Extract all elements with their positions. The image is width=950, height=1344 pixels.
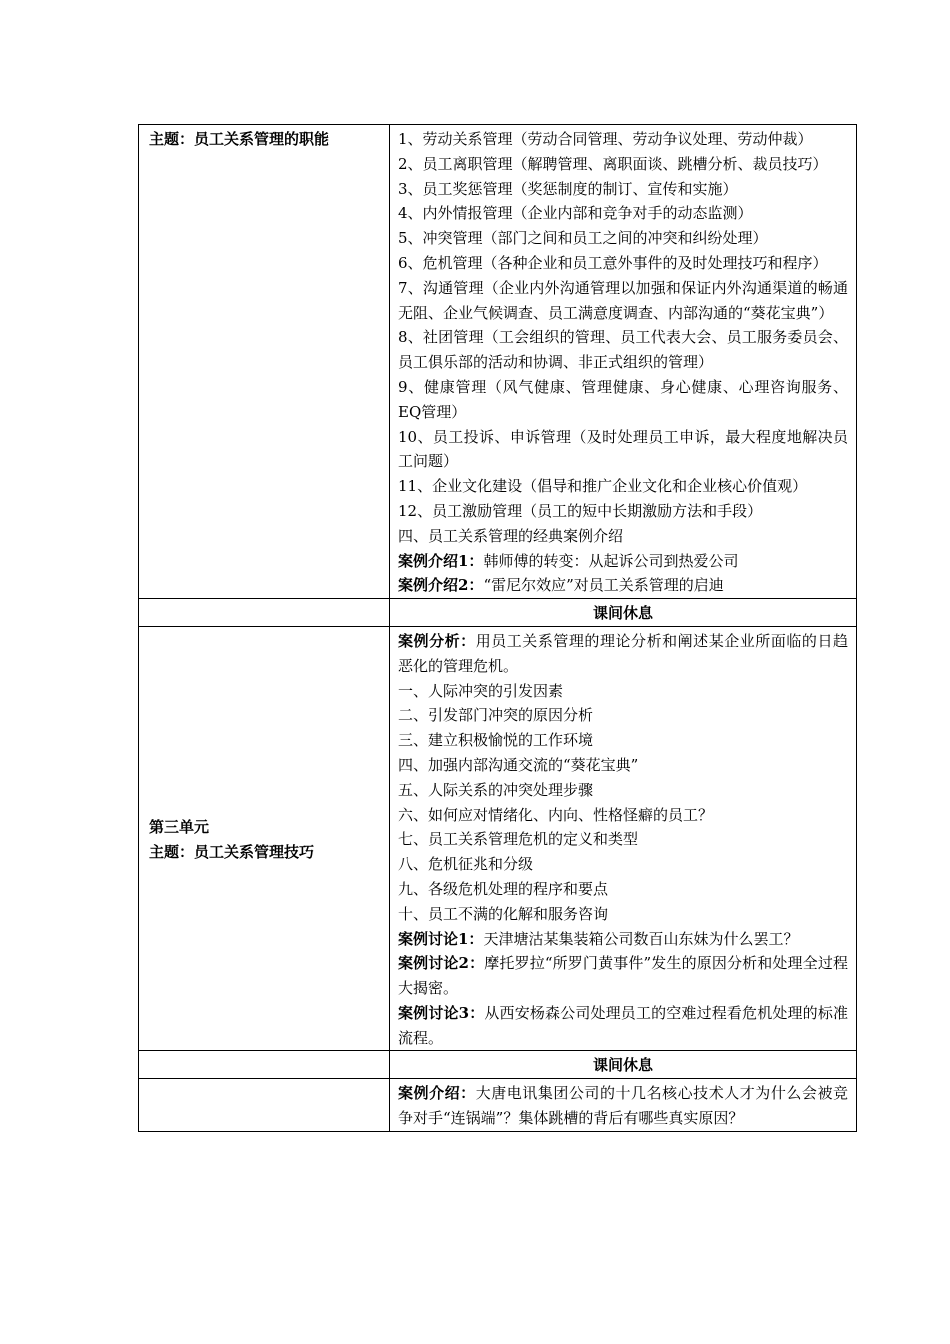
list-item: 七、员工关系管理危机的定义和类型 — [398, 830, 639, 849]
list-item: 十、员工不满的化解和服务咨询 — [398, 904, 609, 923]
case-text: 摩托罗拉“所罗门黄事件”发生的原因分析和处理全过程大揭密。 — [398, 954, 848, 998]
case-label: 案例介绍： — [398, 1084, 476, 1103]
case-label: 案例讨论2： — [398, 954, 485, 973]
section-title: 主题：员工关系管理的职能 — [149, 130, 330, 148]
list-item: 2、员工离职管理（解聘管理、离职面谈、跳槽分析、裁员技巧） — [398, 154, 828, 173]
course-outline-table — [138, 124, 857, 1132]
section-title: 主题：员工关系管理技巧 — [149, 842, 315, 861]
empty-cell — [139, 599, 390, 627]
empty-cell — [139, 1051, 390, 1079]
case-text: 从西安杨森公司处理员工的空难过程看危机处理的标准流程。 — [398, 1003, 848, 1047]
break-cell — [390, 1051, 857, 1079]
list-item: 4、内外情报管理（企业内部和竞争对手的动态监测） — [398, 204, 753, 223]
table-row — [139, 626, 857, 1051]
case-label: 案例讨论3： — [398, 1003, 485, 1022]
list-item: 一、人际冲突的引发因素 — [398, 681, 564, 700]
case-item — [398, 573, 848, 598]
case-item — [398, 629, 848, 679]
list-item: 12、员工激励管理（员工的短中长期激励方法和手段） — [398, 501, 763, 520]
list-item: 9、健康管理（风气健康、管理健康、身心健康、心理咨询服务、EQ管理） — [398, 377, 848, 421]
empty-cell — [139, 1079, 390, 1132]
break-label: 课间休息 — [592, 604, 653, 623]
case-text: 用员工关系管理的理论分析和阐述某企业所面临的日趋恶化的管理危机。 — [398, 631, 848, 675]
list-item: 三、建立积极愉悦的工作环境 — [398, 731, 594, 750]
list-item: 二、引发部门冲突的原因分析 — [398, 706, 594, 725]
case-item — [398, 951, 848, 1001]
list-item: 五、人际关系的冲突处理步骤 — [398, 780, 594, 799]
list-item: 5、冲突管理（部门之间和员工之间的冲突和纠纷处理） — [398, 229, 768, 248]
list-item: 10、员工投诉、申诉管理（及时处理员工申诉，最大程度地解决员工问题） — [398, 427, 848, 471]
list-item: 八、危机征兆和分级 — [398, 855, 534, 874]
list-item: 8、社团管理（工会组织的管理、员工代表大会、员工服务委员会、员工俱乐部的活动和协调、非正式组织的管理） — [398, 328, 848, 372]
case-text: 韩师傅的转变：从起诉公司到热爱公司 — [483, 551, 739, 570]
table-row — [139, 125, 857, 599]
section-content-cell — [390, 125, 857, 599]
list-item: 6、危机管理（各种企业和员工意外事件的及时处理技巧和程序） — [398, 253, 828, 272]
list-item: 四、加强内部沟通交流的“葵花宝典” — [398, 755, 639, 774]
section-topic-cell — [139, 626, 390, 1051]
break-label: 课间休息 — [592, 1056, 653, 1075]
case-label: 案例介绍2： — [398, 576, 484, 595]
list-item: 四、员工关系管理的经典案例介绍 — [398, 526, 624, 545]
list-item: 六、如何应对情绪化、内向、性格怪癖的员工？ — [398, 805, 714, 824]
section-topic-cell — [139, 125, 390, 599]
case-text: 大唐电讯集团公司的十几名核心技术人才为什么会被竞争对手“连锅端”？集体跳槽的背后有哪些真实原因？ — [398, 1084, 848, 1128]
list-item: 3、员工奖惩管理（奖惩制度的制订、宣传和实施） — [398, 179, 738, 198]
case-label: 案例介绍1： — [398, 551, 484, 570]
list-item: 九、各级危机处理的程序和要点 — [398, 879, 609, 898]
table-row — [139, 1079, 857, 1132]
table-row — [139, 1051, 857, 1079]
list-item: 7、沟通管理（企业内外沟通管理以加强和保证内外沟通渠道的畅通无阻、企业气候调查、员工满意度调查、内部沟通的“葵花宝典”） — [398, 278, 848, 322]
break-cell — [390, 599, 857, 627]
section-content-cell — [390, 626, 857, 1051]
case-label: 案例分析： — [398, 631, 476, 650]
case-item — [398, 927, 848, 952]
case-item — [398, 1081, 848, 1131]
case-item — [398, 1001, 848, 1051]
list-item: 11、企业文化建设（倡导和推广企业文化和企业核心价值观） — [398, 477, 808, 496]
unit-label: 第三单元 — [149, 817, 210, 836]
case-label: 案例讨论1： — [398, 929, 484, 948]
case-text: 天津塘沽某集装箱公司数百山东妹为什么罢工？ — [483, 929, 799, 948]
table-row — [139, 599, 857, 627]
case-text: “雷尼尔效应”对员工关系管理的启迪 — [483, 576, 724, 595]
section-content-cell — [390, 1079, 857, 1132]
list-item: 1、劳动关系管理（劳动合同管理、劳动争议处理、劳动仲裁） — [398, 130, 813, 148]
case-item — [398, 549, 848, 574]
